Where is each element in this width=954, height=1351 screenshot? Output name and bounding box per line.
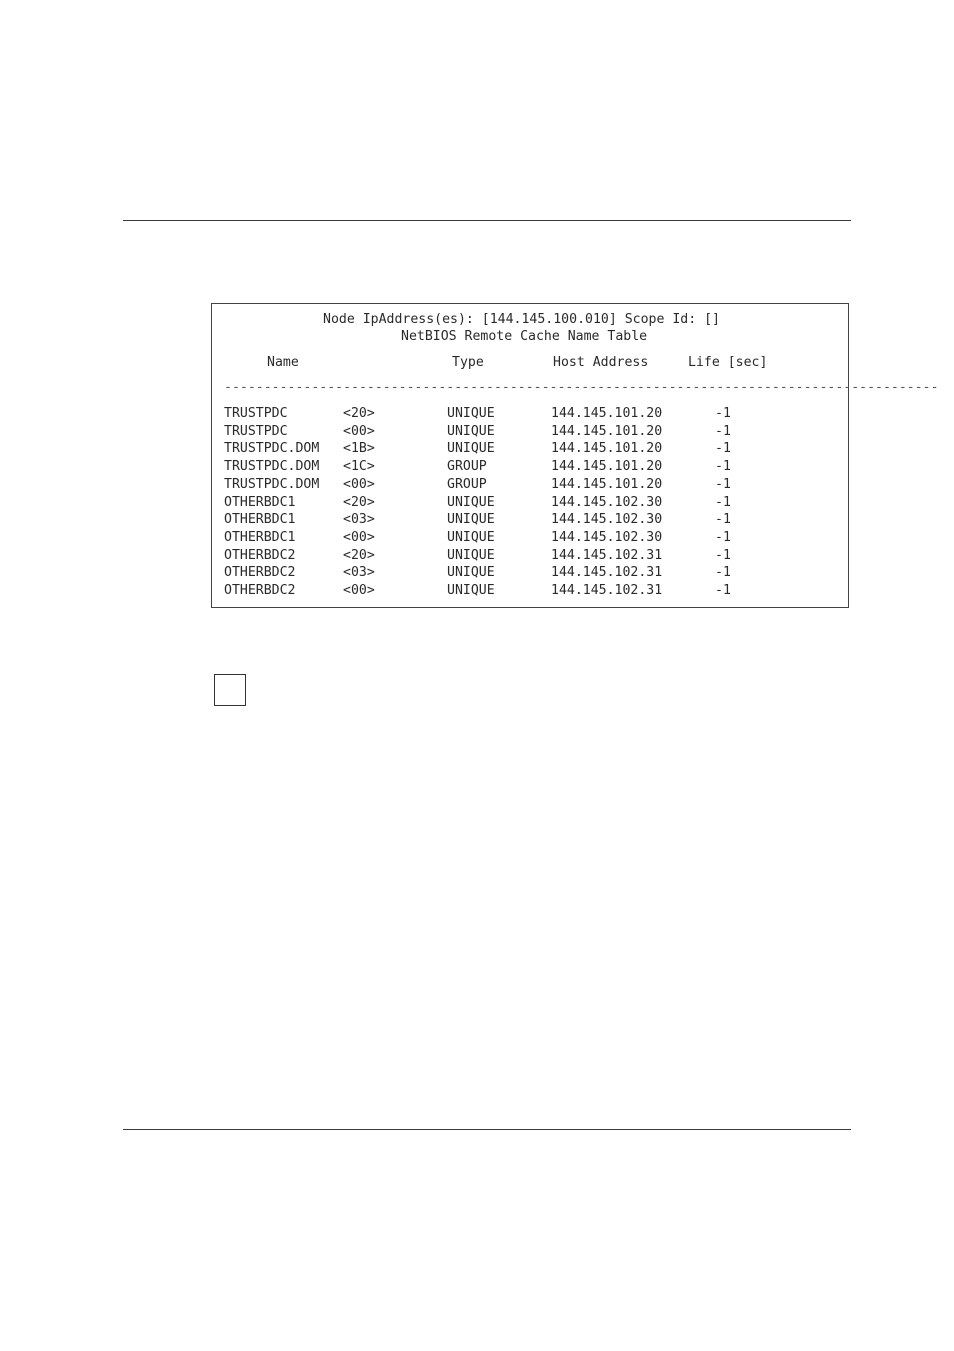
row-suffix-code: <20> <box>343 494 375 510</box>
row-type: UNIQUE <box>447 406 495 421</box>
column-header-host-address: Host Address <box>553 355 649 370</box>
row-host-address: 144.145.101.20 <box>551 476 663 492</box>
row-name: OTHERBDC2 <box>224 565 296 581</box>
row-name: TRUSTPDC <box>224 406 288 421</box>
row-host-address: 144.145.101.20 <box>551 423 663 439</box>
node-ip-line: Node IpAddress(es): [144.145.100.010] Scope Id: [] <box>323 312 720 327</box>
table-row <box>212 529 848 547</box>
row-life: -1 <box>715 547 731 563</box>
row-name: OTHERBDC2 <box>224 583 296 598</box>
row-type: UNIQUE <box>447 494 495 510</box>
row-name: OTHERBDC1 <box>224 512 296 528</box>
separator-line: ------------------------------------------------------------------------------------------ <box>224 380 939 395</box>
row-suffix-code: <03> <box>343 565 375 581</box>
note-icon-box <box>214 674 246 706</box>
row-host-address: 144.145.101.20 <box>551 459 663 475</box>
row-type: UNIQUE <box>447 547 495 563</box>
row-suffix-code: <20> <box>343 547 375 563</box>
row-name: TRUSTPDC <box>224 423 288 439</box>
row-life: -1 <box>715 512 731 528</box>
row-suffix-code: <1B> <box>343 441 375 457</box>
row-type: UNIQUE <box>447 583 495 598</box>
row-suffix-code: <00> <box>343 476 375 492</box>
table-row <box>212 564 848 582</box>
bottom-rule <box>123 1129 851 1130</box>
table-row <box>212 547 848 565</box>
table-row <box>212 405 848 423</box>
row-host-address: 144.145.102.30 <box>551 529 663 545</box>
row-life: -1 <box>715 565 731 581</box>
row-suffix-code: <20> <box>343 406 375 421</box>
row-life: -1 <box>715 441 731 457</box>
table-row <box>212 494 848 512</box>
row-name: OTHERBDC1 <box>224 494 296 510</box>
table-row <box>212 582 848 600</box>
row-life: -1 <box>715 476 731 492</box>
row-type: GROUP <box>447 459 487 475</box>
column-header-type: Type <box>452 355 484 370</box>
row-type: UNIQUE <box>447 441 495 457</box>
row-life: -1 <box>715 423 731 439</box>
table-row <box>212 423 848 441</box>
row-life: -1 <box>715 406 731 421</box>
row-host-address: 144.145.102.31 <box>551 547 663 563</box>
row-suffix-code: <00> <box>343 583 375 598</box>
row-life: -1 <box>715 459 731 475</box>
row-name: TRUSTPDC.DOM <box>224 441 320 457</box>
table-row <box>212 458 848 476</box>
top-rule <box>123 220 851 221</box>
row-name: OTHERBDC1 <box>224 529 296 545</box>
row-host-address: 144.145.101.20 <box>551 406 663 421</box>
row-name: TRUSTPDC.DOM <box>224 459 320 475</box>
row-type: UNIQUE <box>447 529 495 545</box>
row-host-address: 144.145.102.30 <box>551 512 663 528</box>
row-suffix-code: <1C> <box>343 459 375 475</box>
row-host-address: 144.145.102.30 <box>551 494 663 510</box>
table-row <box>212 440 848 458</box>
row-type: UNIQUE <box>447 423 495 439</box>
table-row <box>212 511 848 529</box>
row-name: TRUSTPDC.DOM <box>224 476 320 492</box>
row-type: UNIQUE <box>447 512 495 528</box>
row-suffix-code: <00> <box>343 529 375 545</box>
netbios-cache-output <box>211 303 939 608</box>
row-host-address: 144.145.102.31 <box>551 565 663 581</box>
row-life: -1 <box>715 494 731 510</box>
row-host-address: 144.145.102.31 <box>551 583 663 598</box>
row-life: -1 <box>715 583 731 598</box>
column-header-name: Name <box>267 355 299 370</box>
table-title: NetBIOS Remote Cache Name Table <box>401 329 648 344</box>
row-host-address: 144.145.101.20 <box>551 441 663 457</box>
table-row <box>212 476 848 494</box>
row-suffix-code: <00> <box>343 423 375 439</box>
row-name: OTHERBDC2 <box>224 547 296 563</box>
row-type: UNIQUE <box>447 565 495 581</box>
row-type: GROUP <box>447 476 487 492</box>
row-life: -1 <box>715 529 731 545</box>
row-suffix-code: <03> <box>343 512 375 528</box>
column-header-life: Life [sec] <box>688 355 768 370</box>
